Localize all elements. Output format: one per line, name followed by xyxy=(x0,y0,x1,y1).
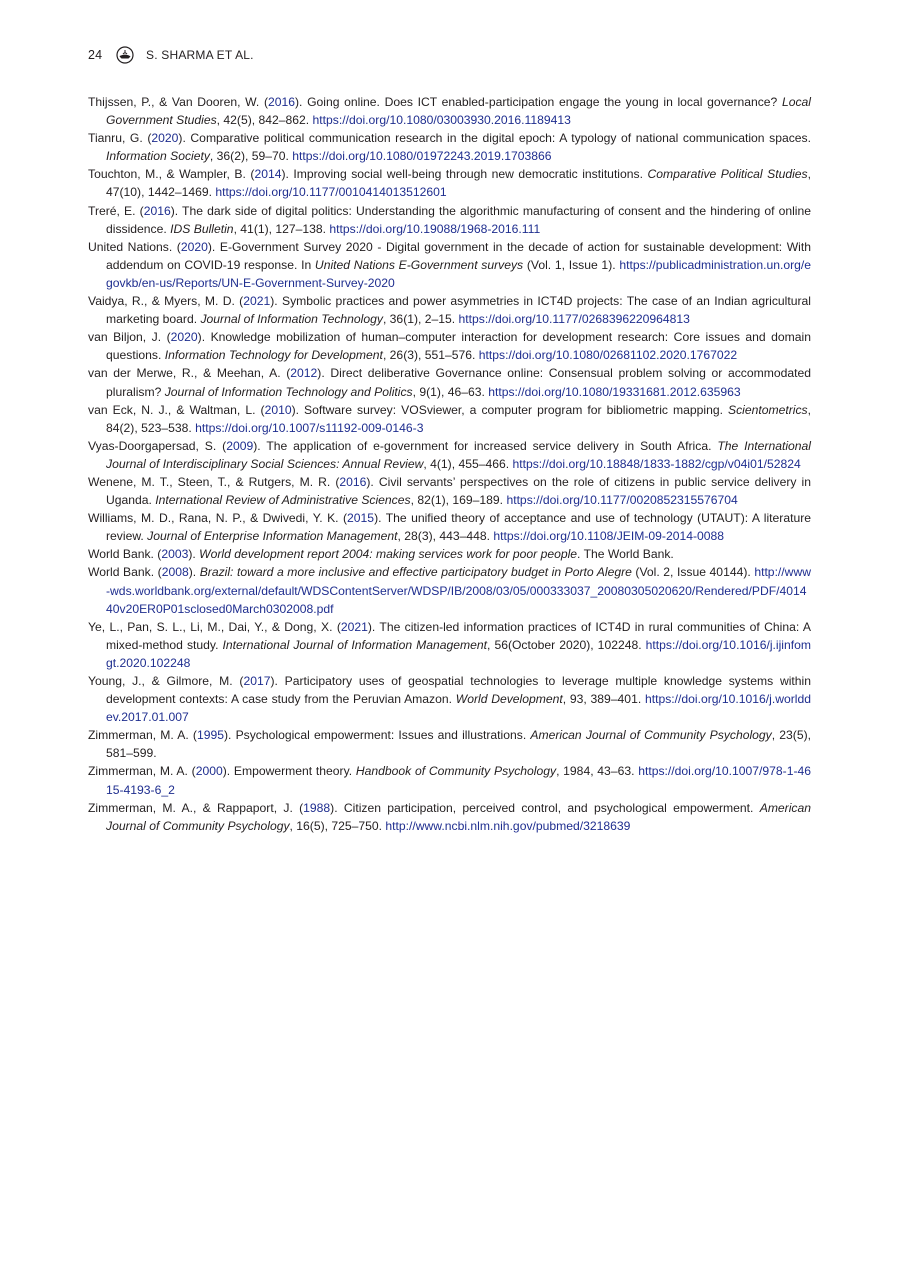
reference-doi-link[interactable]: https://doi.org/10.1080/19331681.2012.635963 xyxy=(488,384,741,399)
reference-entry xyxy=(88,473,811,509)
reference-entry xyxy=(88,202,811,238)
reference-authors: United Nations. ( xyxy=(88,239,181,254)
reference-entry xyxy=(88,726,811,762)
reference-details: , 9(1), 46–63. xyxy=(412,384,489,399)
running-head-authors: S. SHARMA ET AL. xyxy=(146,48,254,62)
reference-year-link[interactable]: 2008 xyxy=(161,565,189,580)
reference-year-link[interactable]: 2020 xyxy=(170,330,198,345)
reference-doi-link[interactable]: https://doi.org/10.1080/02681102.2020.1767022 xyxy=(478,348,738,363)
reference-authors: van der Merwe, R., & Meehan, A. ( xyxy=(88,366,291,381)
reference-details: , 36(2), 59–70. xyxy=(209,149,293,164)
reference-title: ). Psychological empowerment: Issues and illustrations. xyxy=(223,728,531,743)
reference-authors: Williams, M. D., Rana, N. P., & Dwivedi, Y. K. ( xyxy=(88,511,348,526)
reference-source: World Development xyxy=(455,692,563,707)
reference-year-link[interactable]: 2020 xyxy=(151,131,179,146)
reference-doi-link[interactable]: https://publicadministration.un.org/egovkb/en-us/Reports/UN-E-Government-Survey-2020 xyxy=(106,257,811,290)
reference-details: , 1984, 43–63. xyxy=(556,764,639,779)
reference-source: United Nations E-Government surveys xyxy=(314,257,524,272)
reference-authors: Vyas-Doorgapersad, S. ( xyxy=(88,438,227,453)
reference-entry xyxy=(88,364,811,400)
reference-entry xyxy=(88,545,811,563)
reference-doi-link[interactable]: https://doi.org/10.18848/1833-1882/cgp/v04i01/52824 xyxy=(512,456,801,471)
reference-source: Information Technology for Development xyxy=(164,348,383,363)
reference-year-link[interactable]: 2016 xyxy=(268,95,296,109)
reference-year-link[interactable]: 2003 xyxy=(161,547,189,562)
reference-title: ). The dark side of digital politics: Understanding the algorithmic manufacturing of consent and the hindering of online dissidence. xyxy=(106,203,811,236)
reference-entry xyxy=(88,238,811,292)
reference-source: Journal of Information Technology and Politics xyxy=(164,384,413,399)
reference-list xyxy=(88,93,811,835)
reference-doi-link[interactable]: https://doi.org/10.1080/03003930.2016.1189413 xyxy=(312,113,571,128)
reference-entry xyxy=(88,328,811,364)
reference-authors: Ye, L., Pan, S. L., Li, M., Dai, Y., & Dong, X. ( xyxy=(88,619,341,634)
reference-year-link[interactable]: 1995 xyxy=(196,728,224,743)
reference-entry xyxy=(88,799,811,835)
reference-year-link[interactable]: 2016 xyxy=(143,203,171,218)
reference-details: , 4(1), 455–466. xyxy=(423,456,513,471)
reference-doi-link[interactable]: https://doi.org/10.1177/0268396220964813 xyxy=(458,312,690,327)
reference-details: , 41(1), 127–138. xyxy=(233,221,330,236)
reference-authors: van Eck, N. J., & Waltman, L. ( xyxy=(88,402,265,417)
reference-entry xyxy=(88,509,811,545)
reference-details: , 47(10), 1442–1469. xyxy=(106,167,811,200)
reference-source: Handbook of Community Psychology xyxy=(355,764,557,779)
reference-source: Local Government Studies xyxy=(106,95,811,128)
reference-title: ). Software survey: VOSviewer, a computer program for bibliometric mapping. xyxy=(291,402,729,417)
reference-authors: World Bank. ( xyxy=(88,565,162,580)
reference-source: Journal of Enterprise Information Management xyxy=(147,529,398,544)
reference-source: Comparative Political Studies xyxy=(647,167,808,182)
reference-authors: Treré, E. ( xyxy=(88,203,144,218)
reference-authors: World Bank. ( xyxy=(88,547,162,562)
reference-title: ). The unified theory of acceptance and use of technology (UTAUT): A literature review. xyxy=(106,511,811,544)
reference-title: ). Civil servants’ perspectives on the role of citizens in public service delivery in Uganda. xyxy=(106,474,811,508)
reference-entry xyxy=(88,93,811,129)
reference-source: American Journal of Community Psychology xyxy=(530,728,772,743)
reference-title: ). Symbolic practices and power asymmetries in ICT4D projects: The case of an Indian agricultural marketing board. xyxy=(106,294,811,327)
reference-doi-link[interactable]: https://doi.org/10.1016/j.worlddev.2017.01.007 xyxy=(106,692,811,725)
reference-details: , 26(3), 551–576. xyxy=(382,348,479,363)
reference-details: , 16(5), 725–750. xyxy=(289,818,386,833)
reference-details: , 28(3), 443–448. xyxy=(397,529,494,544)
reference-entry xyxy=(88,618,811,672)
reference-details: , 36(1), 2–15. xyxy=(382,312,459,327)
reference-authors: Touchton, M., & Wampler, B. ( xyxy=(88,167,255,182)
reference-authors: Thijssen, P., & Van Dooren, W. ( xyxy=(88,95,268,109)
reference-source: World development report 2004: making services work for poor people xyxy=(199,547,578,562)
reference-doi-link[interactable]: http://www.ncbi.nlm.nih.gov/pubmed/3218639 xyxy=(385,818,631,833)
reference-details: , 93, 389–401. xyxy=(562,692,645,707)
reference-entry xyxy=(88,165,811,201)
reference-year-link[interactable]: 2014 xyxy=(254,167,282,182)
reference-source: International Review of Administrative Sciences xyxy=(155,493,411,508)
reference-title: ). Participatory uses of geospatial technologies to leverage multiple knowledge systems within development contexts: A case study from the Peruvian Amazon. xyxy=(106,674,812,707)
reference-authors: Zimmerman, M. A. ( xyxy=(88,764,196,779)
reference-title: ). xyxy=(188,565,200,580)
reference-entry xyxy=(88,129,811,165)
reference-doi-link[interactable]: https://doi.org/10.1177/0020852315576704 xyxy=(506,493,738,508)
reference-details: . The World Bank. xyxy=(577,547,674,562)
reference-title: ). Empowerment theory. xyxy=(222,764,356,779)
reference-year-link[interactable]: 2021 xyxy=(340,619,368,634)
reference-source: International Journal of Information Management xyxy=(222,637,488,652)
reference-authors: Wenene, M. T., Steen, T., & Rutgers, M. R. ( xyxy=(88,474,340,489)
reference-details: , 56(October 2020), 102248. xyxy=(487,637,646,652)
reference-details: (Vol. 2, Issue 40144). xyxy=(631,565,755,580)
reference-doi-link[interactable]: https://doi.org/10.1016/j.ijinfomgt.2020.102248 xyxy=(106,637,811,670)
reference-source: American Journal of Community Psychology xyxy=(106,800,811,833)
reference-source: IDS Bulletin xyxy=(170,221,234,236)
reference-entry xyxy=(88,762,811,798)
reference-source: Scientometrics xyxy=(728,402,808,417)
reference-title: ). Citizen participation, perceived control, and psychological empowerment. xyxy=(330,800,760,815)
reference-doi-link[interactable]: https://doi.org/10.1007/978-1-4615-4193-6_2 xyxy=(106,764,811,797)
reference-title: ). Knowledge mobilization of human–computer interaction for development research: Core issues and domain questions. xyxy=(106,330,811,363)
reference-title: ). Going online. Does ICT enabled-participation engage the young in local governance? xyxy=(295,95,782,109)
reference-doi-link[interactable]: https://doi.org/10.1177/0010414013512601 xyxy=(215,185,447,200)
reference-year-link[interactable]: 2016 xyxy=(339,474,367,489)
reference-title: ). Improving social well-being through new democratic institutions. xyxy=(281,167,648,182)
reference-entry xyxy=(88,401,811,437)
reference-authors: Vaidya, R., & Myers, M. D. ( xyxy=(88,294,244,309)
reference-authors: Young, J., & Gilmore, M. ( xyxy=(88,674,244,688)
publisher-logo-icon xyxy=(116,46,134,64)
reference-title: ). E-Government Survey 2020 - Digital government in the decade of action for sustainable development: With addendum on COVID-19 response. In xyxy=(106,239,812,272)
reference-title: ). xyxy=(188,547,200,562)
reference-year-link[interactable]: 1988 xyxy=(303,800,331,815)
reference-title: ). Direct deliberative Governance online: Consensual problem solving or accommodated pluralism? xyxy=(106,366,811,399)
reference-source: Brazil: toward a more inclusive and effective participatory budget in Porto Alegre xyxy=(199,565,632,580)
reference-title: ). The application of e-government for increased service delivery in South Africa. xyxy=(253,438,718,453)
reference-doi-link[interactable]: http://www-wds.worldbank.org/external/default/WDSContentServer/WDSP/IB/2008/03/05/000333037_20080305020620/Rendered/PDF/401440v20ER0P01sclosed0March0302008.pdf xyxy=(106,565,811,616)
reference-source: The International Journal of Interdisciplinary Social Sciences: Annual Review xyxy=(106,438,812,471)
reference-year-link[interactable]: 2012 xyxy=(290,366,318,381)
reference-authors: Zimmerman, M. A., & Rappaport, J. ( xyxy=(88,800,304,815)
reference-entry xyxy=(88,672,811,726)
reference-source: Information Society xyxy=(106,149,210,164)
reference-title: ). Comparative political communication research in the digital epoch: A typology of national communication spaces. xyxy=(178,131,811,146)
reference-title: ). The citizen-led information practices of ICT4D in rural communities of China: A mixed-method study. xyxy=(106,619,811,652)
reference-authors: van Biljon, J. ( xyxy=(88,330,171,345)
reference-doi-link[interactable]: https://doi.org/10.19088/1968-2016.111 xyxy=(329,221,541,236)
reference-source: Journal of Information Technology xyxy=(200,312,383,327)
reference-entry xyxy=(88,563,811,617)
reference-doi-link[interactable]: https://doi.org/10.1007/s11192-009-0146-3 xyxy=(195,420,424,435)
reference-year-link[interactable]: 2015 xyxy=(347,511,375,526)
page-number: 24 xyxy=(88,48,103,62)
reference-year-link[interactable]: 2021 xyxy=(243,294,271,309)
reference-authors: Tianru, G. ( xyxy=(88,131,152,146)
reference-details: (Vol. 1, Issue 1). xyxy=(523,257,620,272)
running-header xyxy=(88,46,254,64)
reference-details: , 84(2), 523–538. xyxy=(106,402,812,435)
reference-year-link[interactable]: 2009 xyxy=(226,438,254,453)
reference-year-link[interactable]: 2017 xyxy=(243,674,271,688)
reference-year-link[interactable]: 2010 xyxy=(264,402,292,417)
reference-authors: Zimmerman, M. A. ( xyxy=(88,728,197,743)
reference-year-link[interactable]: 2020 xyxy=(180,239,208,254)
reference-details: , 82(1), 169–189. xyxy=(410,493,507,508)
reference-entry xyxy=(88,437,811,473)
reference-year-link[interactable]: 2000 xyxy=(195,764,223,779)
reference-doi-link[interactable]: https://doi.org/10.1080/01972243.2019.1703866 xyxy=(292,149,552,164)
reference-entry xyxy=(88,292,811,328)
reference-details: , 42(5), 842–862. xyxy=(216,113,313,128)
reference-doi-link[interactable]: https://doi.org/10.1108/JEIM-09-2014-0088 xyxy=(493,529,725,544)
reference-details: , 23(5), 581–599. xyxy=(106,728,812,761)
